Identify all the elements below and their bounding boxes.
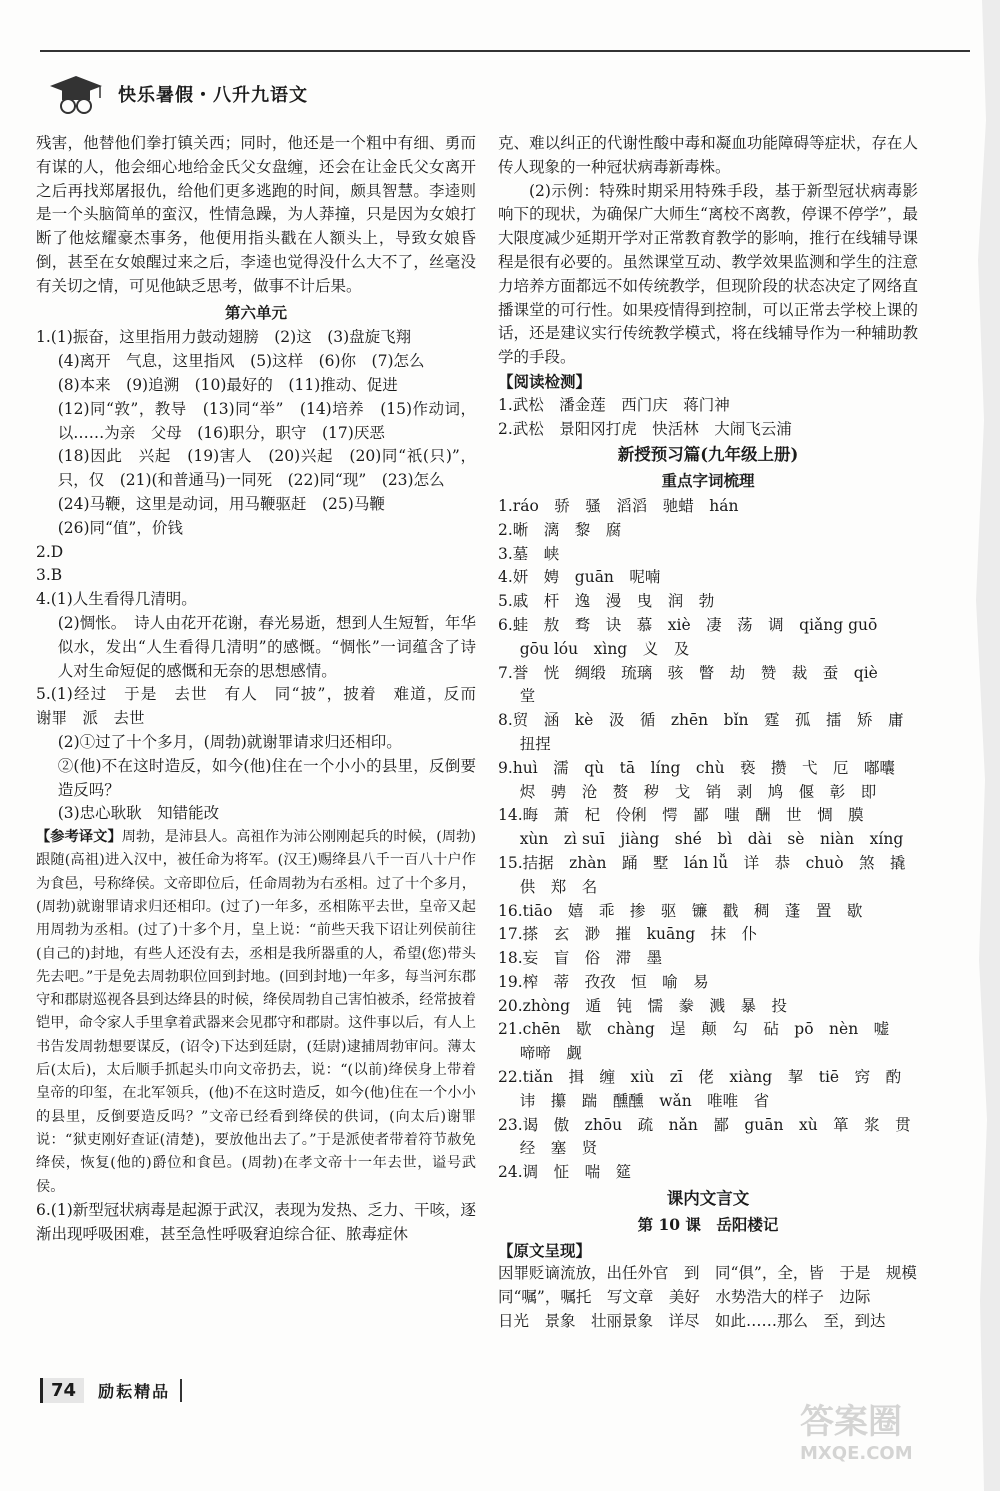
answer-line: 因罪贬谪流放，出任外官 到 同“俱”，全，皆 于是 规模: [498, 1264, 917, 1283]
word-line: 啼啼 觑: [519, 1044, 582, 1063]
answer-line: 1.(1)振奋，这里指用力鼓动翅膀 (2)这 (3)盘旋飞翔: [36, 328, 412, 347]
header: [44, 72, 308, 116]
word-line: 堂: [519, 687, 536, 706]
word-line: 23.谒 傲 zhōu 疏 nǎn 鄙 guān xù 箪 浆 贯: [498, 1115, 911, 1134]
original-text-tag: 【原文呈现】: [498, 1240, 592, 1260]
section-title: 课内文言文: [666, 1189, 750, 1209]
answer-line: (8)本来 (9)追溯 (10)最好的 (11)推动、促进: [57, 375, 398, 394]
header-title: 快乐暑假・八升九语文: [118, 85, 308, 106]
answer-line: 日光 景象 壮丽景象 详尽 如此……那么 至，到达: [498, 1312, 886, 1331]
word-line: 1.ráo 骄 骚 滔滔 驰蜡 hán: [498, 496, 739, 515]
answer-line: (26)同“值”，价钱: [57, 518, 183, 537]
answer-line: (4)离开 气息，这里指风 (5)这样 (6)你 (7)怎么: [57, 352, 425, 371]
subsection-title: 重点字词梳理: [661, 471, 755, 491]
watermark-url: MXQE.COM: [800, 1443, 913, 1464]
unit-heading: 第六单元: [224, 302, 287, 322]
word-line: 14.晦 萧 杞 伶俐 愕 鄙 嗤 酬 世 惆 膜: [498, 806, 864, 825]
answer-line: ②(他)不在这时造反，如今(他)住在一个小小的县里，反倒要造反吗？: [57, 756, 476, 799]
answer-line: 1.武松 潘金莲 西门庆 蒋门神: [498, 395, 730, 414]
torn-edge-shadow: [960, 0, 1000, 1491]
word-line: 15.拮据 zhàn 踊 墅 lán lǚ 详 恭 chuò 煞 撬: [498, 853, 906, 872]
paragraph: 克、难以纠正的代谢性酸中毒和凝血功能障碍等症状，存在人传人现象的一种冠状病毒新毒株。: [498, 134, 918, 176]
footer: [40, 1378, 182, 1403]
paragraph: (2)示例：特殊时期采用特殊手段，基于新型冠状病毒影响下的现状，为确保广大师生“离校不离教，停课不停学”，最大限度减少延期开学对正常教育教学的影响，推行在线辅导课程是很有必要的。虽然课堂互动、教学效果监测和学生的注意力培养方面都远不如传统教学，但现阶段的状态决定了网络直播课堂的可行性。如果疫情得到控制，可以正常去学校上课的话，还是建议实行传统教学模式，将在线辅导作为一种辅助教学的手段。: [498, 181, 918, 367]
word-line: 7.誉 恍 绸缎 琉璃 骇 瞥 劫 赞 裁 蚕 qiè: [498, 663, 878, 682]
reference-translation: [36, 826, 476, 1199]
footer-brand: 励耘精品: [98, 1379, 182, 1402]
word-line: 2.晰 漓 黎 腐: [498, 520, 622, 539]
word-line: 3.墓 峡: [498, 544, 560, 563]
left-column: [36, 132, 492, 1246]
word-line: 19.榨 蒂 孜孜 恒 喻 易: [498, 972, 709, 991]
answer-line: 同“嘱”，嘱托 写文章 美好 水势浩大的样子 边际: [498, 1288, 871, 1307]
word-line: 5.戚 杆 逸 漫 曳 润 勃: [498, 592, 715, 611]
word-line: 24.调 怔 喘 筵: [498, 1163, 632, 1182]
word-line: 讳 攥 踹 醺醺 wǎn 唯唯 省: [519, 1091, 770, 1110]
answer-line: 2.武松 景阳冈打虎 快活林 大闹飞云浦: [498, 419, 792, 438]
answer-line: (2)惆怅。 诗人由花开花谢，春光易逝，想到人生短暂，年华似水，发出“人生看得几清明”的感慨。“惆怅”一词蕴含了诗人对生命短促的感慨和无奈的思想感情。: [57, 613, 476, 680]
word-line: 22.tiǎn 揖 缠 xiù zī 佬 xiàng 挈 tiē 窍 酌: [498, 1068, 902, 1087]
word-line: 18.妄 盲 俗 滞 墨: [498, 949, 663, 968]
paragraph: 残害，他替他们拳打镇关西；同时，他还是一个粗中有细、勇而有谋的人，他会细心地给金氏父女盘缠，还会在让金氏父女离开之后再找郑屠报仇，给他们更多逃跑的时间，颇具智慧。李逵则是一个头脑简单的蛮汉，性情急躁，为人莽撞，只是因为女娘打断了他炫耀豪杰事务，他便用指头戳在人额头上，导致女娘昏倒，甚至在女娘醒过来之后，李逵也觉得没什么大不了，丝毫没有关切之情，可见他缺乏思考，做事不计后果。: [36, 134, 476, 295]
word-line: 扭捏: [519, 734, 551, 753]
word-line: 21.chēn 歇 chàng 逞 颠 勾 砧 pō nèn 嘘: [498, 1020, 890, 1039]
word-line: 供 郑 名: [519, 877, 598, 896]
reference-text: 周勃，是沛县人。高祖作为沛公刚刚起兵的时候，(周勃)跟随(高祖)进入汉中，被任命为将军。(汉王)赐绛县八千一百八十户作为食邑，号称绛侯。文帝即位后，任命周勃为右丞相。过了十个多月，(周勃)就谢罪请求归还相印。(过了)一年多，丞相陈平去世，皇帝又起用周勃为丞相。(过了)十多个月，皇上说：“前些天我下诏让列侯前往(自己的)封地，有些人还没有去，丞相是我所器重的人，希望(您)带头先去吧。”于是免去周勃职位回到封地。(回到封地)一年多，每当河东郡守和郡尉巡视各县到达绛县的时候，绛侯周勃自己害怕被杀，经常披着铠甲，命令家人手里拿着武器来会见郡守和郡尉。这件事以后，有人上书告发周勃想要谋反，(诏令)下达到廷尉，(廷尉)逮捕周勃审问。薄太后(太后)，太后顺手抓起头巾向文帝扔去，说：“(以前)绛侯身上带着皇帝的印玺，在北军领兵，(他)不在这时造反，如今(他)住在一个小小的县里，反倒要造反吗？”文帝已经看到绛侯的供词，(向太后)谢罪说：“狱吏刚好查证(清楚)，要放他出去了。”于是派使者带着符节赦免绛侯，恢复(他的)爵位和食邑。(周勃)在孝文帝十一年去世，谥号武侯。: [36, 829, 476, 1195]
answer-line: (3)忠心耿耿 知错能改: [57, 804, 220, 823]
word-line: 9.huì 濡 qù tā líng chù 亵 攒 弋 厄 嘟囔: [498, 758, 896, 777]
reference-tag: 【参考译文】: [36, 829, 122, 846]
word-line: 8.贸 涵 kè 汲 循 zhēn bǐn 霆 孤 擂 矫 庸: [498, 711, 904, 730]
answer-line: 5.(1)经过 于是 去世 有人 同“披”，披着 难道，反而 谢罪 派 去世: [36, 685, 492, 728]
page-number: 74: [40, 1378, 84, 1403]
answer-line: 3.B: [36, 566, 63, 585]
word-line: 17.搽 玄 渺 摧 kuāng 抹 仆: [498, 925, 758, 944]
word-line: 烬 骋 沧 赘 秽 戈 销 剥 鸠 偃 彰 即: [519, 782, 877, 801]
word-line: 4.妍 娉 guān 呢喃: [498, 568, 661, 587]
word-line: 6.蛙 敖 骛 诀 慕 xiè 凄 荡 调 qiǎng guō: [498, 615, 878, 634]
word-line: gōu lóu xìng 义 及: [519, 639, 690, 658]
reading-check-tag: 【阅读检测】: [498, 371, 592, 391]
answer-line: (24)马鞭，这里是动词，用马鞭驱赶 (25)马鞭: [57, 494, 385, 513]
word-line: 经 塞 贤: [519, 1139, 598, 1158]
word-line: 16.tiāo 嬉 乖 掺 驱 镰 戳 稠 蓬 置 歇: [498, 901, 863, 920]
section-title: 新授预习篇(九年级上册): [617, 445, 799, 465]
word-line: 20.zhòng 遁 钝 懦 豢 溅 暴 投: [498, 996, 788, 1015]
word-line: xùn zì suī jiàng shé bì dài sè niàn xíng: [519, 830, 904, 849]
answer-line: 2.D: [36, 542, 64, 561]
top-rule: [40, 50, 970, 52]
answer-line: 4.(1)人生看得几清明。: [36, 590, 197, 609]
graduation-cap-logo-icon: [44, 72, 108, 116]
answer-line: (18)因此 兴起 (19)害人 (20)兴起 (20)同“祇(只)”，只，仅 (21)(和普通马)一同死 (22)同“现” (23)怎么: [57, 447, 476, 490]
watermark-logo: 答案圈: [800, 1402, 902, 1442]
answer-line: (12)同“敦”，教导 (13)同“举” (14)培养 (15)作动词，以……为亲 父母 (16)职分，职守 (17)厌恶: [57, 399, 476, 442]
answer-line: (2)①过了十个多月，(周勃)就谢罪请求归还相印。: [57, 732, 402, 751]
lesson-title: 第 10 课 岳阳楼记: [637, 1214, 779, 1234]
right-column: [498, 132, 918, 1334]
answer-line: 6.(1)新型冠状病毒是起源于武汉，表现为发热、乏力、干咳，逐渐出现呼吸困难，甚至急性呼吸窘迫综合征、脓毒症休: [36, 1200, 476, 1243]
